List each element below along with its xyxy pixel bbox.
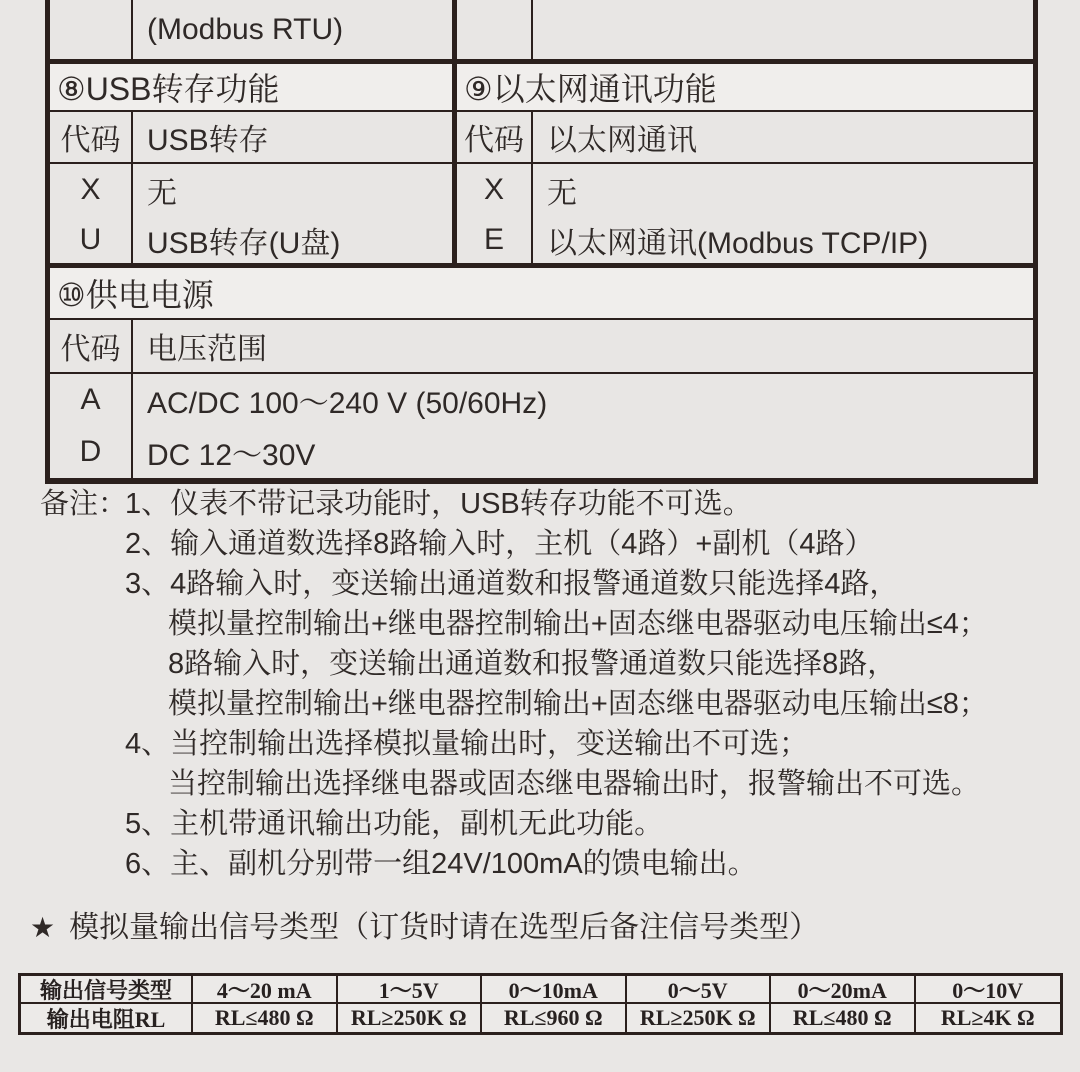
power-row-a-desc-cell: AC/DC 100～240 V (50/60Hz) — [147, 387, 548, 420]
signal-type-cell: 0～10V — [916, 976, 1061, 1004]
note-line — [40, 484, 988, 524]
ethernet-row-x-code-cell: X — [457, 164, 533, 216]
ethernet-row-x-desc-cell: 无 — [547, 177, 577, 210]
note-line: 6、主、副机分别带一组24V/100mA的馈电输出。 — [125, 848, 757, 880]
load-resistance-cell: RL≤480 Ω — [193, 1004, 338, 1032]
note-line: 5、主机带通讯输出功能，副机无此功能。 — [125, 808, 664, 840]
note-line: 模拟量控制输出+继电器控制输出+固态继电器驱动电压输出≤4； — [168, 608, 988, 640]
usb-section-title: ⑧USB转存功能 — [50, 64, 457, 112]
ethernet-code-header-cell: 代码 — [457, 112, 533, 164]
analog-output-heading-text: 模拟量输出信号类型（订货时请在选型后备注信号类型） — [69, 911, 820, 944]
analog-output-table — [18, 973, 1063, 1035]
power-row-d-desc-cell: DC 12～30V — [147, 439, 316, 472]
carryover-left-code-cell — [50, 0, 133, 64]
power-desc-header-cell: 电压范围 — [133, 320, 1033, 374]
carryover-left-desc-cell: (Modbus RTU) — [133, 0, 457, 64]
ethernet-section-title: ⑨以太网通讯功能 — [457, 64, 1033, 112]
note-line: 4、当控制输出选择模拟量输出时，变送输出不可选； — [125, 728, 809, 760]
usb-row-u-code-cell: U — [50, 216, 133, 268]
note-line: 8路输入时，变送输出通道数和报警通道数只能选择8路， — [168, 648, 897, 680]
usb-row-x-code-cell: X — [50, 164, 133, 216]
ethernet-row-e-code-cell: E — [457, 216, 533, 268]
load-resistance-cell: RL≤960 Ω — [482, 1004, 627, 1032]
power-row-a-code-cell: A — [50, 374, 133, 426]
signal-type-cell: 0～20mA — [771, 976, 916, 1004]
power-section-title: ⑩供电电源 — [50, 268, 1033, 320]
notes-label: 备注： — [40, 488, 128, 520]
model-selection-table — [45, 0, 1038, 484]
note-line: 3、4路输入时，变送输出通道数和报警通道数只能选择4路， — [125, 568, 899, 600]
usb-code-header-cell: 代码 — [50, 112, 133, 164]
carryover-right-code-cell — [457, 0, 533, 64]
note-line: 当控制输出选择继电器或固态继电器输出时，报警输出不可选。 — [168, 768, 981, 800]
star-icon: ★ — [30, 912, 56, 943]
note-line: 模拟量控制输出+继电器控制输出+固态继电器驱动电压输出≤8； — [168, 688, 988, 720]
usb-desc-header-cell: USB转存 — [133, 112, 457, 164]
load-resistance-header-cell: 输出电阻RL — [21, 1004, 193, 1032]
load-resistance-cell: RL≤480 Ω — [771, 1004, 916, 1032]
signal-type-cell: 4～20 mA — [193, 976, 338, 1004]
note-line: 2、输入通道数选择8路输入时，主机（4路）+副机（4路） — [125, 528, 874, 560]
load-resistance-cell: RL≥250K Ω — [627, 1004, 772, 1032]
usb-row-x-desc-cell: 无 — [133, 164, 457, 216]
power-row-d-code-cell: D — [50, 426, 133, 478]
note-text: 1、仪表不带记录功能时，USB转存功能不可选。 — [125, 488, 752, 520]
ethernet-desc-header-cell: 以太网通讯 — [533, 112, 1033, 164]
analog-output-heading — [30, 908, 819, 948]
power-code-header-cell: 代码 — [50, 320, 133, 374]
ethernet-row-e-desc-cell: 以太网通讯(Modbus TCP/IP) — [533, 216, 1033, 268]
carryover-right-desc-cell — [533, 0, 1033, 64]
notes-block — [40, 484, 988, 884]
signal-type-cell: 0～5V — [627, 976, 772, 1004]
load-resistance-cell: RL≥4K Ω — [940, 1005, 1035, 1030]
load-resistance-cell: RL≥250K Ω — [338, 1004, 483, 1032]
signal-type-cell: 1～5V — [338, 976, 483, 1004]
usb-row-u-desc-cell: USB转存(U盘) — [133, 216, 457, 268]
signal-type-cell: 0～10mA — [482, 976, 627, 1004]
signal-type-header-cell: 输出信号类型 — [21, 976, 193, 1004]
